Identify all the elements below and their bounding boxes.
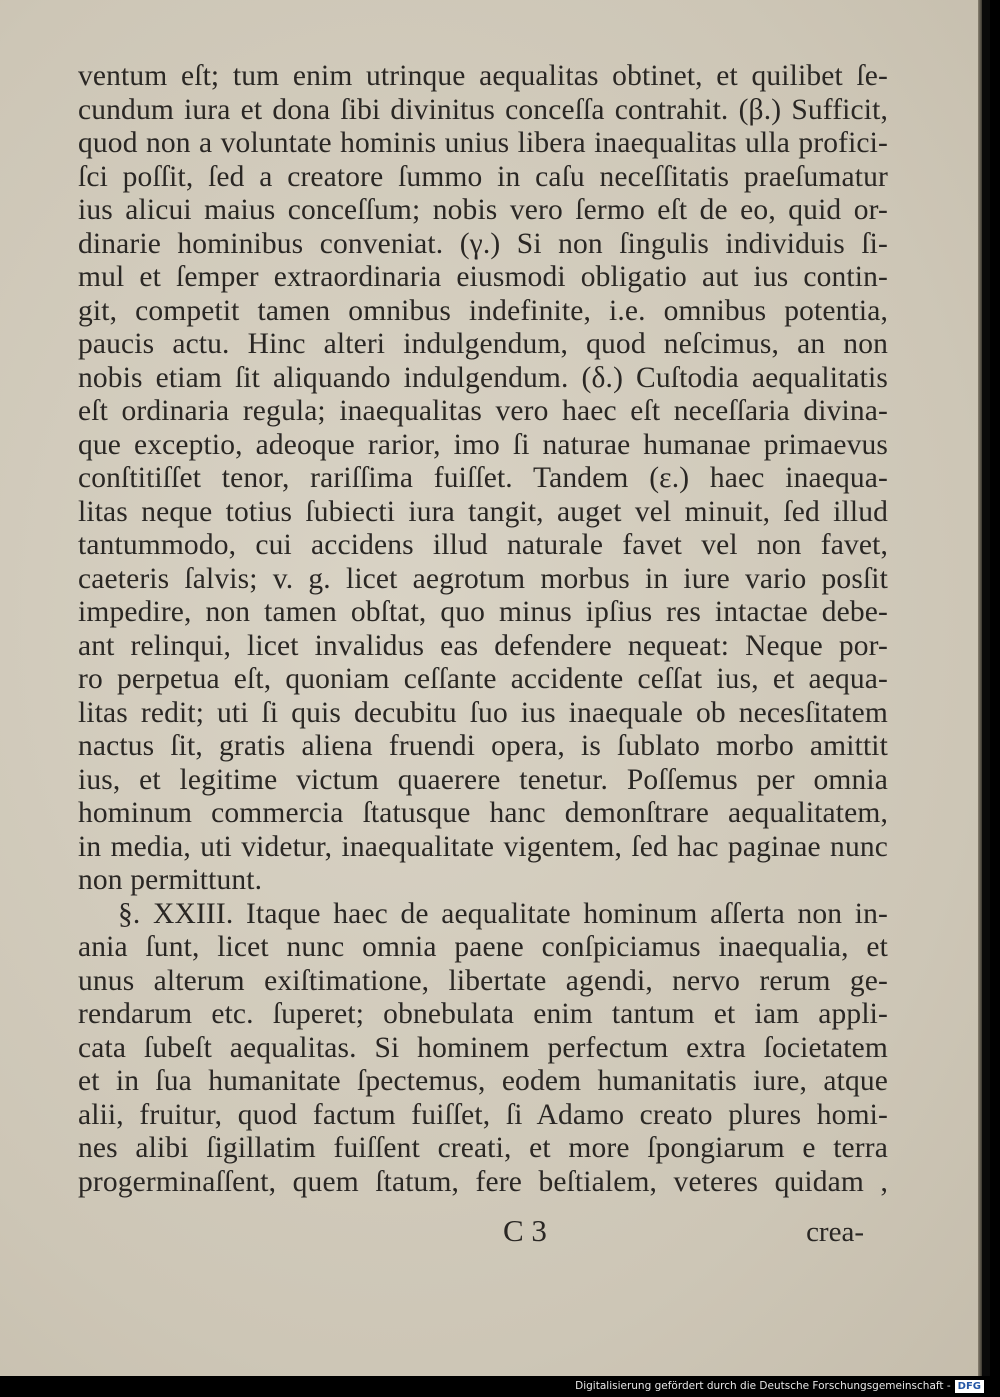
text-line: hominum commercia ſtatusque hanc demonſtrare aequalitatem, xyxy=(78,797,888,829)
text-line: alii, fruitur, quod factum fuiſſet, ſi Adamo creato plures homi- xyxy=(78,1098,888,1131)
text-line: impedire, non tamen obſtat, quo minus ipſius res intactae debe- xyxy=(78,596,888,628)
signature-mark: C 3 xyxy=(503,1213,547,1248)
text-line: eſt ordinaria regula; inaequalitas vero haec eſt neceſſaria divina- xyxy=(78,395,888,427)
page-text-block xyxy=(78,60,888,1199)
text-line: progerminaſſent, quem ſtatum, fere beſtialem, veteres quidam , xyxy=(78,1165,888,1198)
digitization-footer xyxy=(575,1377,984,1395)
text-line: paucis actu. Hinc alteri indulgendum, quod neſcimus, an non xyxy=(78,328,888,360)
text-line: ſci poſſit, ſed a creatore ſummo in caſu neceſſitatis praeſumatur xyxy=(78,160,888,193)
text-line: in media, uti videtur, inaequalitate vigentem, ſed hac paginae nunc xyxy=(78,830,888,863)
paragraph-end-line: non permittunt. xyxy=(78,864,263,896)
text-line: ant relinqui, licet invalidus eas defendere nequeat: Neque por- xyxy=(78,629,888,662)
text-line: ro perpetua eſt, quoniam ceſſante accidente ceſſat ius, et aequa- xyxy=(78,663,888,695)
text-line: litas neque totius ſubiecti iura tangit, auget vel minuit, ſed illud xyxy=(78,495,888,528)
text-line: ius alicui maius conceſſum; nobis vero ſermo eſt de eo, quid or- xyxy=(78,194,888,226)
text-line: et in ſua humanitate ſpectemus, eodem humanitatis iure, atque xyxy=(78,1065,888,1097)
catchword: crea- xyxy=(806,1216,864,1248)
funding-credit: Digitalisierung gefördert durch die Deutsche Forschungsgemeinschaft - xyxy=(575,1380,951,1392)
text-line: quod non a voluntate hominis unius libera inaequalitas ulla profici- xyxy=(78,127,888,159)
text-line: tantummodo, cui accidens illud naturale favet vel non favet, xyxy=(78,529,888,561)
text-line: mul et ſemper extraordinaria eiusmodi obligatio aut ius contin- xyxy=(78,261,888,293)
dfg-logo: DFG xyxy=(955,1380,984,1393)
page-edge xyxy=(978,0,982,1376)
text-line: que exceptio, adeoque rarior, imo ſi naturae humanae primaevus xyxy=(78,428,888,461)
section-heading-line: §. XXIII. Itaque haec de aequalitate hominum aſſerta non in- xyxy=(118,897,888,930)
text-line: nactus ſit, gratis aliena fruendi opera, is ſublato morbo amittit xyxy=(78,730,888,762)
text-line: caeteris ſalvis; v. g. licet aegrotum morbus in iure vario posſit xyxy=(78,562,888,595)
text-line: ania ſunt, licet nunc omnia paene conſpiciamus inaequalia, et xyxy=(78,931,888,963)
text-line: dinarie hominibus conveniat. (γ.) Si non ſingulis individuis ſi- xyxy=(78,227,888,260)
text-line: litas redit; uti ſi quis decubitu ſuo ius inaequale ob necesſitatem xyxy=(78,696,888,729)
text-line: cundum iura et dona ſibi divinitus conceſſa contrahit. (β.) Sufficit, xyxy=(78,93,888,126)
text-line: rendarum etc. ſuperet; obnebulata enim tantum et iam appli- xyxy=(78,998,888,1030)
text-line: nes alibi ſigillatim fuiſſent creati, et more ſpongiarum e terra xyxy=(78,1132,888,1164)
text-line: git, competit tamen omnibus indefinite, i.e. omnibus potentia, xyxy=(78,294,888,327)
text-line: ventum eſt; tum enim utrinque aequalitas obtinet, et quilibet ſe- xyxy=(78,60,888,92)
text-line: cata ſubeſt aequalitas. Si hominem perfectum extra ſocietatem xyxy=(78,1031,888,1064)
text-line: conſtitiſſet tenor, rariſſima fuiſſet. Tandem (ε.) haec inaequa- xyxy=(78,462,888,494)
text-line: unus alterum exiſtimatione, libertate agendi, nervo rerum ge- xyxy=(78,964,888,997)
text-line: nobis etiam ſit aliquando indulgendum. (δ.) Cuſtodia aequalitatis xyxy=(78,361,888,394)
text-line: ius, et legitime victum quaerere tenetur. Poſſemus per omnia xyxy=(78,763,888,796)
